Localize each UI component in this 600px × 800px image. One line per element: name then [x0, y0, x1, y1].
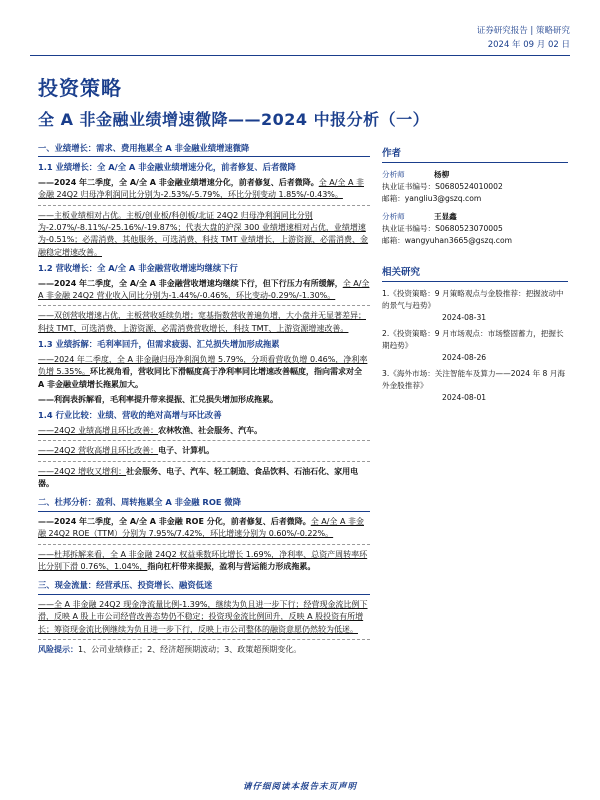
main-column: [38, 142, 370, 659]
paragraph: [38, 425, 370, 437]
related-item-date: 2024-08-31: [442, 313, 487, 322]
cert-number: S0680523070005: [435, 224, 503, 233]
body-text: 全 A/全 A 非金融 24Q2 归母净利润同比分别为-2.53%/-5.79%，环比分别变动 1.85%/-0.43%。: [38, 177, 364, 200]
email-label: 邮箱：: [382, 236, 405, 245]
dashed-divider: [38, 305, 370, 306]
dashed-divider: [38, 639, 370, 640]
report-date: 2024 年 09 月 02 日: [487, 40, 570, 50]
footer-disclaimer: 请仔细阅读本报告末页声明: [242, 782, 357, 792]
body-text: 全 A/全 A 非金融 24Q2 ROE（TTM）分别为 7.95%/7.42%，环比增速分别为 0.60%/-0.22%。: [38, 516, 364, 539]
cert-label: 执业证书编号：: [382, 224, 436, 233]
risk-text: 1、公司业绩修正；2、经济超预期波动；3、政策超预期变化。: [78, 645, 302, 654]
email-label: 邮箱：: [382, 194, 405, 203]
section-3-heading: 三、现金流量：经营承压、投资增长、融资低迷: [38, 579, 370, 594]
bold-text: 农林牧渔、社会服务、汽车。: [158, 425, 263, 435]
paragraph: [38, 549, 370, 574]
related-item-date: 2024-08-26: [442, 353, 487, 362]
sidebar: [382, 148, 568, 408]
body-text: ——杜邦拆解来看，全 A 非金融 24Q2 权益乘数环比增长 1.69%，净利率、总资产周转率环比分别下滑 0.76%、1.04%，: [38, 549, 368, 571]
risk-warning: [38, 644, 370, 656]
body-text: ——24Q2 业绩高增且环比改善：: [38, 425, 159, 435]
body-text: 全 A/全 A 非金融 24Q2 营业收入同比分别为-1.44%/-0.46%，环比变动-0.29%/-1.30%。: [38, 278, 370, 301]
header-divider: [30, 55, 570, 56]
lead-text: ——2024 年二季度，全 A/全 A 非金融营收增速均继续下行，但下行压力有所缓解，: [38, 278, 343, 288]
related-item-date: 2024-08-01: [442, 393, 487, 402]
dashed-divider: [38, 440, 370, 441]
cert-label: 执业证书编号：: [382, 182, 436, 191]
section-1-1-heading: 1.1 业绩增长：全 A/全 A 非金融业绩增速分化，前者修复、后者微降: [38, 162, 296, 173]
paragraph: ——主板业绩相对占优。主板/创业板/科创板/北证 24Q2 归母净利润同比分别为-2.07%/-8.11%/-25.16%/-19.87%；代表大盘的沪深 300 业绩增速相对占优，业绩增速为-0.51%；必需消费、其他服务、可选消费、科技 TMT 业绩增长，上游资源、必需消费、金融稳定增速改善。: [38, 210, 369, 257]
paragraph: [38, 466, 370, 491]
paragraph: [38, 278, 370, 303]
paragraph: ——全 A 非金融 24Q2 现金净流量比例-1.39%，继续为负且进一步下行；经营现金流比例下滑，反映 A 股上市公司经营改善态势仍不稳定；投资现金流比例回升，反映 A 股投资有所增长；筹资现金流比例继续为负且进一步下行，反映上市公司整体的融资意愿仍然较为低迷。: [38, 599, 368, 634]
author-email-link[interactable]: wangyuhan3665@gszq.com: [404, 236, 512, 245]
bold-text: 指向杠杆带来提振，盈利与营运能力形成拖累。: [147, 561, 316, 571]
section-1-4-heading: 1.4 行业比较：业绩、营收的绝对高增与环比改善: [38, 410, 222, 421]
related-heading: 相关研究: [382, 267, 568, 282]
related-item-title: 3.《海外市场：关注智能车及算力——2024 年 8 月海外金股推荐》: [382, 369, 565, 390]
paragraph: [38, 177, 370, 202]
paragraph: [38, 354, 370, 391]
paragraph: ——利润表拆解看，毛利率提升带来提振、汇兑损失增加形成拖累。: [38, 394, 278, 404]
report-category: 证券研究报告 | 策略研究: [476, 26, 570, 36]
report-title: 全 A 非金融业绩增速微降——2024 中报分析（一）: [38, 110, 430, 129]
author-email-row: [382, 235, 568, 247]
brand-title: 投资策略: [38, 76, 122, 100]
paragraph: ——双创营收增速占优，主板营收延续负增；宽基指数营收普遍负增，大小盘并无显著差异；科技 TMT、可选消费、上游资源、必需消费营收增长，科技 TMT、上游资源增速改善。: [38, 311, 366, 333]
cert-number: S0680524010002: [435, 182, 503, 191]
author-cert-row: [382, 181, 568, 193]
section-1-2-heading: 1.2 营收增长：全 A/全 A 非金融营收增速均继续下行: [38, 263, 238, 274]
paragraph: [38, 445, 370, 457]
section-2-heading: 二、杜邦分析：盈利、周转拖累全 A 非金融 ROE 微降: [38, 496, 370, 511]
related-item-title: 1.《投资策略：9 月策略观点与金股推荐：把握波动中的景气与趋势》: [382, 289, 564, 310]
dashed-divider: [38, 544, 370, 545]
dashed-divider: [38, 205, 370, 206]
author-name: 杨柳: [434, 170, 450, 179]
author-name: 王显鑫: [434, 212, 457, 221]
report-header: [477, 24, 570, 52]
author-email-link[interactable]: yangliu3@gszq.com: [404, 194, 482, 203]
author-role: 分析师: [382, 212, 405, 221]
section-1-heading: 一、业绩增长：需求、费用拖累全 A 非金融业绩增速微降: [38, 142, 370, 157]
author-role: 分析师: [382, 170, 405, 179]
author-role-row: [382, 211, 568, 223]
related-research: [382, 267, 568, 404]
related-item-title: 2.《投资策略：9 月市场观点：市场整固蓄力，把握长期趋势》: [382, 329, 564, 350]
author-role-row: [382, 169, 568, 181]
related-item[interactable]: [382, 288, 568, 324]
body-text: ——2024 年二季度，全 A 非金融归母净利润负增 5.79%，分项看营收负增 0.46%，净利率负增 5.35%。: [38, 354, 368, 377]
risk-label: 风险提示：: [38, 645, 78, 654]
authors-heading: 作者: [382, 148, 568, 163]
body-text: ——24Q2 增收又增利：: [38, 466, 127, 476]
bold-text: 社会服务、电子、汽车、轻工制造、食品饮料、石油石化、家用电器。: [38, 466, 359, 488]
dashed-divider: [38, 461, 370, 462]
lead-text: ——2024 年二季度，全 A/全 A 非金融 ROE 分化，前者修复、后者微降。: [38, 516, 311, 526]
body-text: ——24Q2 营收高增且环比改善：: [38, 446, 159, 456]
lead-text: ——2024 年二季度，全 A/全 A 非金融业绩增速分化，前者修复、后者微降。: [38, 177, 319, 187]
author-block: [382, 211, 568, 247]
author-cert-row: [382, 223, 568, 235]
author-email-row: [382, 193, 568, 205]
paragraph: [38, 516, 370, 541]
section-1-3-heading: 1.3 业绩拆解：毛利率回升，但需求疲弱、汇兑损失增加形成拖累: [38, 339, 280, 350]
related-item[interactable]: [382, 328, 568, 364]
related-item[interactable]: [382, 368, 568, 404]
bold-text: 电子、计算机。: [158, 446, 215, 456]
author-block: [382, 169, 568, 205]
bold-text: 环比视角看，营收同比下滑幅度高于净利率同比增速改善幅度，指向需求对全 A 非金融业绩增长拖累加大。: [38, 367, 362, 389]
